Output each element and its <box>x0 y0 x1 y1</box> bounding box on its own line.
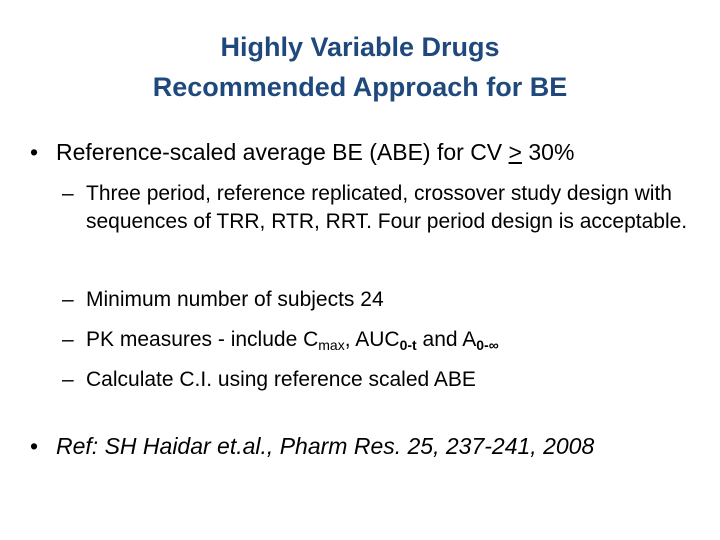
bullet-reference-citation <box>30 430 594 462</box>
pk-auc: , AUC <box>344 328 400 351</box>
pk-prefix: PK measures - include C <box>86 328 319 351</box>
bullet-marker: • <box>30 433 39 459</box>
title-line-2: Recommended Approach for BE <box>152 72 568 102</box>
dash-marker: – <box>62 288 74 311</box>
dash-marker: – <box>62 368 74 391</box>
a-infinity-subscript: 0-∞ <box>476 337 499 353</box>
subbullet-minimum-subjects <box>62 286 702 314</box>
subbullet-minimum-subjects-text: Minimum number of subjects 24 <box>86 288 384 311</box>
subbullet-pk-measures-text <box>62 326 702 354</box>
subbullet-pk-measures <box>62 326 702 354</box>
citation-text: Ref: SH Haidar et.al., Pharm Res. 25, 237-241, 2008 <box>56 433 595 459</box>
cmax-subscript: max <box>318 337 345 353</box>
bullet-reference-scaled-abe <box>30 136 574 168</box>
auc-subscript: 0-t <box>399 337 417 353</box>
subbullet-calculate-ci <box>62 366 702 394</box>
subbullet-calculate-ci-text: Calculate C.I. using reference scaled ABE <box>86 368 476 391</box>
subbullet-study-design <box>62 180 702 236</box>
pk-and: and A <box>416 328 477 351</box>
bullet1-threshold: 30% <box>521 139 575 165</box>
dash-marker: – <box>62 182 74 205</box>
bullet1-text: Reference-scaled average BE (ABE) for CV <box>56 139 509 165</box>
subbullet-study-design-text: Three period, reference replicated, crossover study design with sequences of TRR, RTR, RRT. Four period design is acceptable. <box>86 182 688 233</box>
dash-marker: – <box>62 328 74 351</box>
greater-equal-symbol: > <box>508 139 522 165</box>
title-line-1: Highly Variable Drugs <box>220 32 500 62</box>
bullet-marker: • <box>30 139 39 165</box>
slide-title <box>40 27 680 107</box>
